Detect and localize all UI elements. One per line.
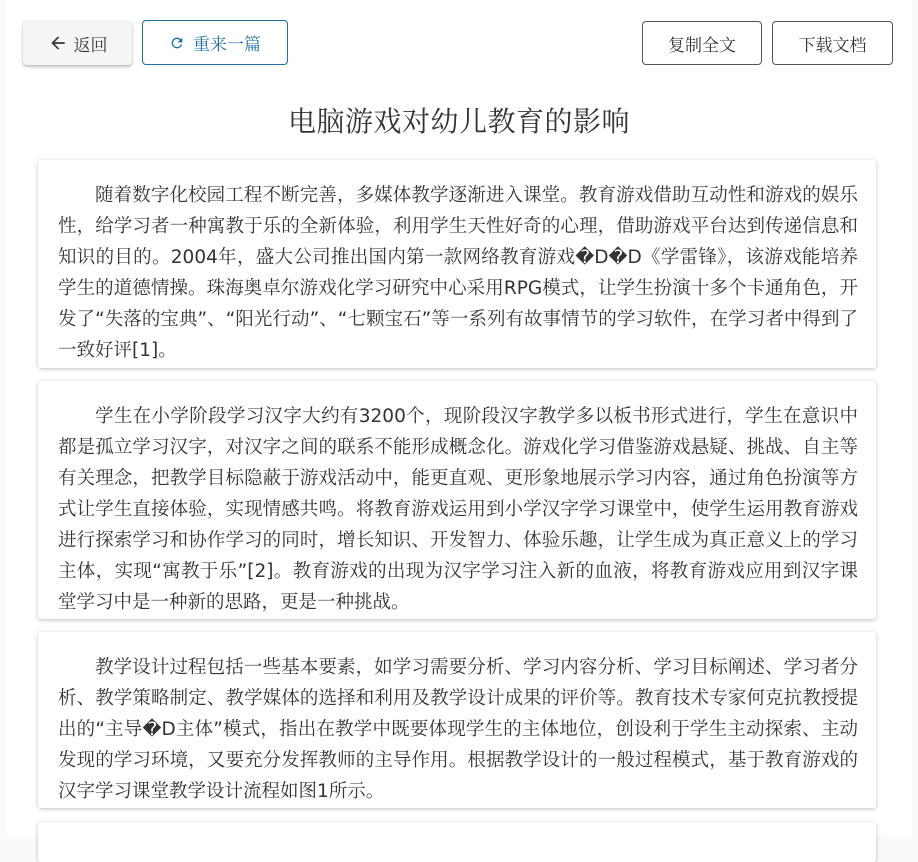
paragraph-text: 学生在小学阶段学习汉字大约有3200个，现阶段汉字教学多以板书形式进行，学生在意识中都是孤立学习汉字，对汉字之间的联系不能形成概念化。游戏化学习借鉴游戏悬疑、挑战、自主等有关理念，把教学目标隐蔽于游戏活动中，能更直观、更形象地展示学习内容，通过角色扮演等方式让学生直接体验，实现情感共鸣。将教育游戏运用到小学汉字学习课堂中，使学生运用教育游戏进行探索学习和协作学习的同时，增长知识、开发智力、体验乐趣，让学生成为真正意义上的学习主体，实现“寓教于乐”[2]。教育游戏的出现为汉字学习注入新的血液，将教育游戏应用到汉字课堂学习中是一种新的思路，更是一种挑战。: [58, 406, 858, 613]
toolbar: [6, 0, 912, 86]
refresh-icon: [169, 35, 185, 51]
back-button-label: 返回: [73, 35, 108, 56]
article-title: 电脑游戏对幼儿教育的影响: [287, 105, 630, 138]
paragraph-text: 随着数字化校园工程不断完善，多媒体教学逐渐进入课堂。教育游戏借助互动性和游戏的娱乐性，给学习者一种寓教于乐的全新体验，利用学生天性好奇的心理，借助游戏平台达到传递信息和知识的目的。2004年，盛大公司推出国内第一款网络教育游戏�D�D《学雷锋》，该游戏能培养学生的道德情操。珠海奥卓尔游戏化学习研究中心采用RPG模式，让学生扮演十多个卡通角色，开发了“失落的宝典”、“阳光行动”、“七颗宝石”等一系列有故事情节的学习软件，在学习者中得到了一致好评[1]。: [58, 185, 858, 361]
download-document-button-label: 下载文档: [798, 35, 867, 56]
download-document-button[interactable]: [772, 21, 893, 65]
arrow-left-icon: [48, 33, 68, 53]
copy-all-button-label: 复制全文: [668, 35, 736, 56]
regenerate-button[interactable]: [142, 20, 288, 65]
document-page: [6, 0, 912, 836]
paragraph-card: [38, 632, 876, 808]
regenerate-button-label: 重来一篇: [193, 35, 261, 55]
back-button[interactable]: [23, 21, 132, 65]
paragraph-card: [38, 160, 876, 368]
paragraph-text: 教学设计过程包括一些基本要素，如学习需要分析、学习内容分析、学习目标阐述、学习者分析、教学策略制定、教学媒体的选择和利用及教学设计成果的评价等。教育技术专家何克抗教授提出的“主导�D主体”模式，指出在教学中既要体现学生的主体地位，创设利于学生主动探索、主动发现的学习环境，又要充分发挥教师的主导作用。根据教学设计的一般过程模式，基于教育游戏的汉字学习课堂教学设计流程如图1所示。: [58, 657, 858, 802]
copy-all-button[interactable]: [642, 21, 762, 65]
paragraph-card: [38, 822, 876, 862]
paragraph-card: [38, 381, 876, 619]
